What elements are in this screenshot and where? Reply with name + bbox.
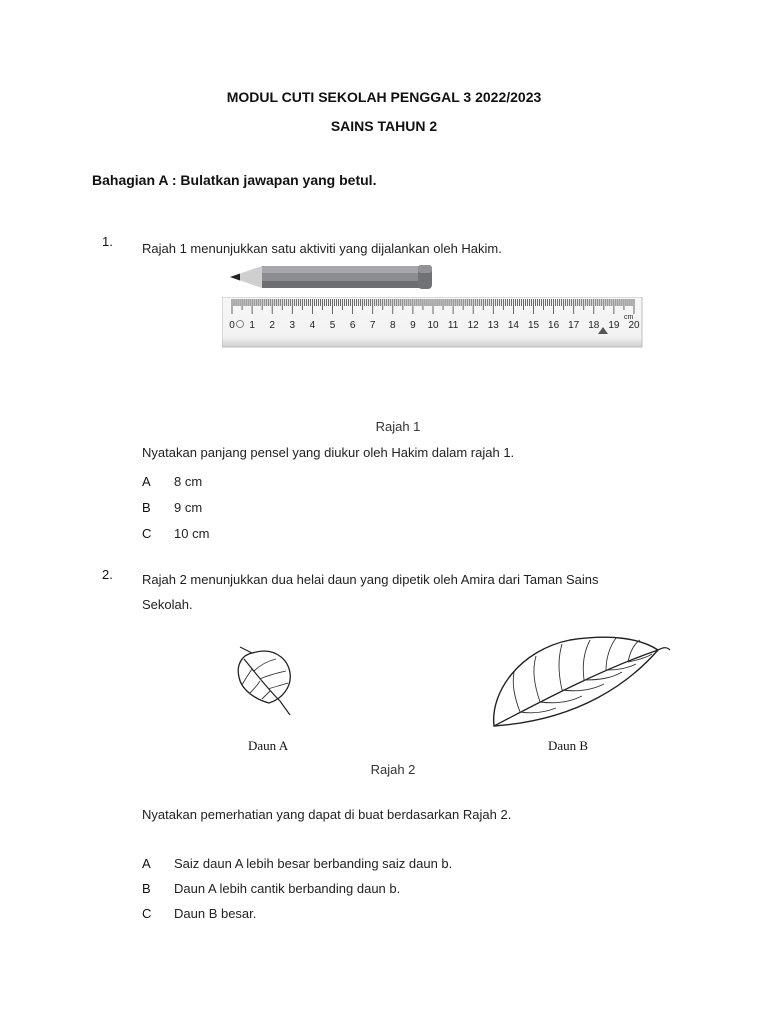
option-text: Daun B besar. [174, 906, 257, 921]
page-title: MODUL CUTI SEKOLAH PENGGAL 3 2022/2023 [226, 89, 542, 105]
ruler-label: 17 [568, 320, 580, 331]
ruler-label: 13 [487, 320, 499, 331]
ruler-label: 4 [309, 320, 316, 331]
ruler-image [222, 297, 644, 349]
question-stem: Rajah 1 menunjukkan satu aktiviti yang dijalankan oleh Hakim. [142, 241, 502, 256]
option-letter: B [142, 881, 151, 896]
ruler-label: 10 [427, 320, 439, 331]
option-text: 9 cm [174, 500, 203, 515]
figure-caption: Rajah 1 [375, 419, 421, 434]
ruler-label: 18 [588, 320, 600, 331]
option-letter: A [142, 474, 151, 489]
ruler-label: 14 [507, 320, 519, 331]
ruler-label: 16 [548, 320, 560, 331]
option-text: Daun A lebih cantik berbanding daun b. [174, 881, 401, 896]
ruler-unit: cm [624, 314, 634, 321]
option-text: Saiz daun A lebih besar berbanding saiz daun b. [174, 856, 453, 871]
question-number: 1. [102, 234, 113, 249]
ruler-label: 3 [289, 320, 296, 331]
page-subtitle: SAINS TAHUN 2 [330, 118, 438, 134]
question-prompt: Nyatakan pemerhatian yang dapat di buat berdasarkan Rajah 2. [142, 807, 512, 822]
ruler-label: 15 [527, 320, 540, 331]
leaf-b-label: Daun B [548, 738, 589, 753]
ruler-label: 11 [447, 320, 459, 331]
question-stem-line2: Sekolah. [142, 597, 193, 612]
option-text: 10 cm [174, 526, 210, 541]
ruler-label: 20 [628, 320, 640, 331]
question-number: 2. [102, 567, 113, 582]
option-letter: C [142, 526, 152, 541]
ruler-label: 0 [229, 320, 235, 331]
option-letter: B [142, 500, 151, 515]
ruler-label: 9 [410, 320, 416, 331]
ruler-label: 2 [269, 320, 275, 331]
figure-caption: Rajah 2 [370, 762, 416, 777]
ruler-label: 8 [390, 320, 396, 331]
ruler-label: 7 [369, 320, 376, 331]
ruler-label: 5 [329, 320, 336, 331]
leaf-b-image [490, 632, 672, 730]
pencil-image [228, 262, 436, 294]
option-text: 8 cm [174, 474, 203, 489]
question-prompt: Nyatakan panjang pensel yang diukur oleh Hakim dalam rajah 1. [142, 445, 515, 460]
question-stem-line1: Rajah 2 menunjukkan dua helai daun yang dipetik oleh Amira dari Taman Sains [142, 572, 599, 587]
ruler-label: 19 [608, 320, 620, 331]
option-letter: A [142, 856, 151, 871]
leaf-a-label: Daun A [248, 738, 289, 753]
section-heading: Bahagian A : Bulatkan jawapan yang betul. [92, 172, 377, 188]
ruler-label: 12 [467, 320, 479, 331]
ruler-label: 6 [349, 320, 356, 331]
option-letter: C [142, 906, 152, 921]
leaf-a-image [232, 645, 302, 720]
ruler-label: 1 [249, 320, 255, 331]
